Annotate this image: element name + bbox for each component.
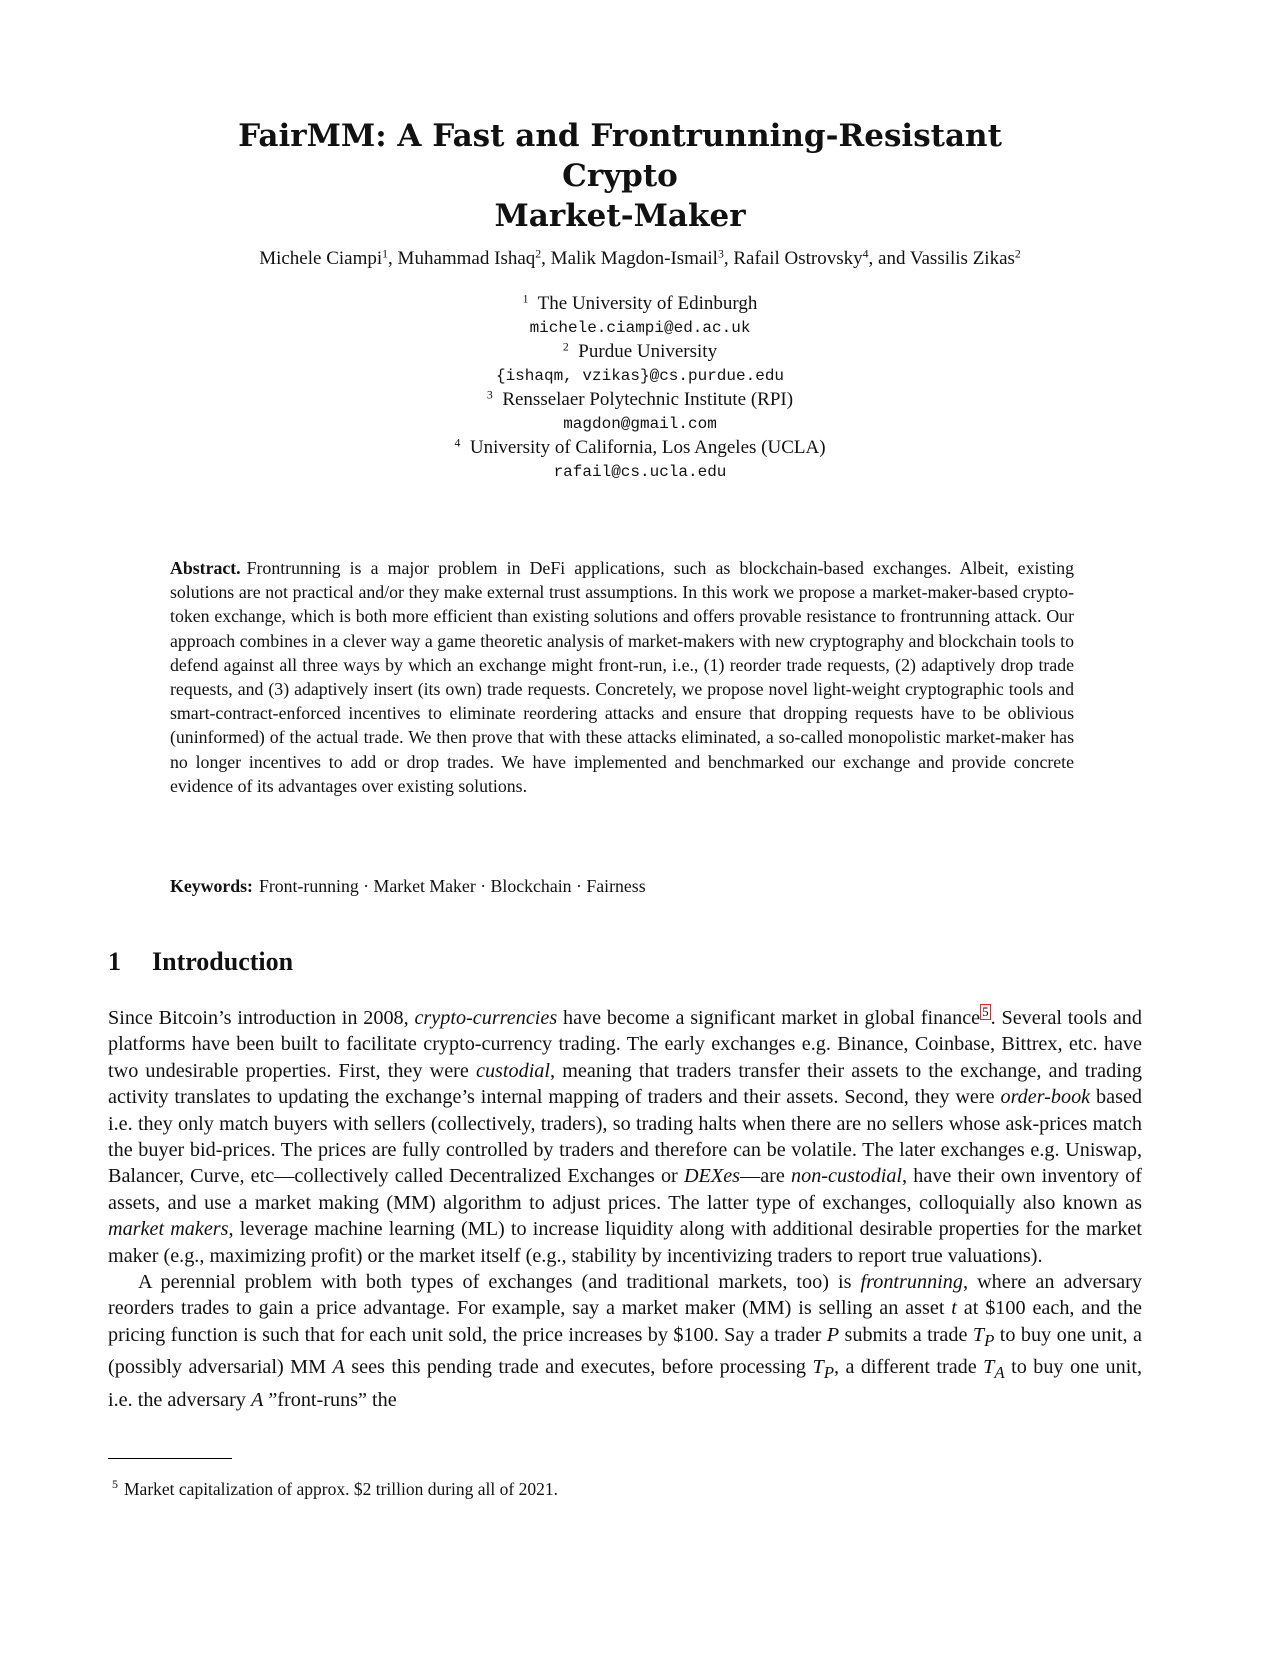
author-name: Vassilis Zikas bbox=[909, 248, 1015, 269]
emphasis: DEXes bbox=[683, 1165, 741, 1188]
abstract bbox=[170, 556, 1074, 798]
affiliation-text: University of California, Los Angeles (UCLA) bbox=[469, 437, 826, 458]
author-separator: , bbox=[388, 248, 398, 269]
footnote bbox=[112, 1472, 1112, 1501]
emphasis: market makers bbox=[108, 1218, 229, 1241]
footnote-mark: 5 bbox=[112, 1477, 118, 1491]
keywords-label: Keywords: bbox=[170, 876, 253, 896]
math-subscript: P bbox=[984, 1330, 995, 1350]
emphasis: non-custodial bbox=[791, 1165, 903, 1188]
author-name: Michele Ciampi bbox=[259, 248, 383, 269]
emphasis: custodial bbox=[475, 1059, 551, 1082]
emphasis: frontrunning bbox=[860, 1271, 963, 1294]
affiliation-name bbox=[260, 340, 1020, 364]
paper-title bbox=[200, 116, 1040, 236]
author-separator: , bbox=[723, 248, 734, 269]
paragraph bbox=[108, 1269, 1142, 1413]
affiliation-name bbox=[260, 436, 1020, 460]
paragraph bbox=[108, 1004, 1142, 1269]
affiliation-text: Purdue University bbox=[578, 341, 718, 362]
author-name: Malik Magdon-Ismail bbox=[550, 248, 718, 269]
text-run: A perennial problem with both types of exchanges (and traditional markets, too) is bbox=[138, 1271, 861, 1294]
text-run: , have their own inventory of assets, and use a market making (MM) algorithm to adjust prices. The latter type of exchanges, colloquially also known as bbox=[108, 1165, 1142, 1214]
text-run: to buy one unit, i.e. the adversary bbox=[108, 1356, 1142, 1411]
affiliation-email: rafail@cs.ucla.edu bbox=[553, 463, 727, 481]
affiliation-email: magdon@gmail.com bbox=[563, 415, 717, 433]
body-text bbox=[108, 1004, 1142, 1413]
math-symbol: A bbox=[250, 1388, 264, 1411]
title-line-2: Market-Maker bbox=[494, 198, 746, 234]
math-symbol: P bbox=[826, 1323, 840, 1346]
text-run: ”front-runs” the bbox=[263, 1388, 397, 1411]
title-line-1: FairMM: A Fast and Frontrunning-Resistant Crypto bbox=[238, 118, 1002, 194]
affiliation-mark: 2 bbox=[562, 340, 569, 354]
math-symbol: T bbox=[972, 1323, 985, 1346]
math-symbol: t bbox=[951, 1297, 957, 1320]
author-affil-mark: 1 bbox=[382, 247, 389, 261]
author-separator: , and bbox=[868, 248, 910, 269]
section-heading bbox=[108, 946, 293, 978]
text-run: Since Bitcoin’s introduction in 2008, bbox=[108, 1007, 415, 1029]
author-separator: , bbox=[541, 248, 551, 269]
text-run: based i.e. they only match buyers with sellers (collectively, traders), so trading halts when there are no sellers whose ask-prices match the buyer bid-prices. The prices are fully controlled by traders and therefore can be volatile. The later exchanges e.g. Uniswap, Balancer, Curve, etc—collectively called Decentralized Exchanges or bbox=[108, 1086, 1142, 1188]
text-run: . Several tools and platforms have been built to facilitate crypto-currency trading. The early exchanges e.g. Binance, Coinbase, Bittrex, etc. have two undesirable properties. First, they were bbox=[108, 1007, 1142, 1082]
math-symbol: T bbox=[983, 1356, 995, 1379]
math-subscript: A bbox=[994, 1363, 1005, 1383]
author-name: Rafail Ostrovsky bbox=[733, 248, 863, 269]
text-run: , leverage machine learning (ML) to increase liquidity along with additional desirable properties for the market maker (e.g., maximizing profit) or the market itself (e.g., stability by incentivizing traders to report true valuations). bbox=[108, 1218, 1142, 1267]
text-run: , a different trade bbox=[833, 1356, 984, 1379]
affiliation-list bbox=[260, 292, 1020, 484]
text-run: at $100 each, and the pricing function is such that for each unit sold, the price increases by $100. Say a trader bbox=[108, 1297, 1143, 1346]
affiliation-mark: 1 bbox=[522, 292, 529, 306]
text-run: , where an adversary reorders trades to gain a price advantage. For example, say a market maker (MM) is selling an asset bbox=[108, 1271, 1142, 1320]
author-affil-mark: 3 bbox=[717, 247, 724, 261]
affiliation-email: michele.ciampi@ed.ac.uk bbox=[529, 319, 751, 337]
affiliation-name bbox=[260, 292, 1020, 316]
keywords-text: Front-running · Market Maker · Blockchain · Fairness bbox=[258, 876, 646, 896]
footnote-link[interactable]: 5 bbox=[982, 1004, 989, 1019]
section-title: Introduction bbox=[152, 947, 294, 976]
affiliation-text: The University of Edinburgh bbox=[537, 293, 758, 314]
author-list bbox=[60, 246, 1220, 272]
author-affil-mark: 2 bbox=[1014, 247, 1021, 261]
text-run: submits a trade bbox=[839, 1323, 973, 1346]
emphasis: crypto-currencies bbox=[414, 1007, 558, 1029]
section-number: 1 bbox=[108, 947, 121, 976]
affiliation-name bbox=[260, 388, 1020, 412]
keywords bbox=[170, 874, 1074, 898]
affiliation-mark: 4 bbox=[454, 436, 461, 450]
math-symbol: T bbox=[812, 1356, 824, 1379]
footnote-text: Market capitalization of approx. $2 trillion during all of 2021. bbox=[124, 1479, 558, 1499]
text-run: to buy one unit, a (possibly adversarial) MM bbox=[108, 1323, 1142, 1379]
text-run: sees this pending trade and executes, before processing bbox=[344, 1356, 813, 1379]
text-run: , meaning that traders transfer their assets to the exchange, and trading activity translates to updating the exchange’s internal mapping of traders and their assets. Second, they were bbox=[108, 1059, 1142, 1109]
text-run: —are bbox=[740, 1165, 792, 1188]
math-subscript: P bbox=[823, 1363, 834, 1383]
emphasis: order-book bbox=[1000, 1086, 1091, 1109]
affiliation-mark: 3 bbox=[486, 388, 493, 402]
affiliation-text: Rensselaer Polytechnic Institute (RPI) bbox=[502, 389, 794, 410]
author-affil-mark: 2 bbox=[535, 247, 542, 261]
abstract-label: Abstract. bbox=[170, 558, 241, 578]
abstract-text: Frontrunning is a major problem in DeFi applications, such as blockchain-based exchanges. Albeit, existing solutions are not practical and/or they make external trust assumptions. In this work we propose a market-maker-based crypto-token exchange, which is both more efficient than existing solutions and offers provable resistance to frontrunning attack. Our approach combines in a clever way a game theoretic analysis of market-makers with new cryptography and blockchain tools to defend against all three ways by which an exchange might front-run, i.e., (1) reorder trade requests, (2) adaptively drop trade requests, and (3) adaptively insert (its own) trade requests. Concretely, we propose novel light-weight cryptographic tools and smart-contract-enforced incentives to eliminate reordering attacks and ensure that dropping requests have to be oblivious (uninformed) of the actual trade. We then prove that with these attacks eliminated, a so-called monopolistic market-maker has no longer incentives to add or drop trades. We have implemented and benchmarked our exchange and provide concrete evidence of its advantages over existing solutions. bbox=[170, 558, 1074, 796]
text-run: have become a significant market in global finance bbox=[557, 1007, 981, 1029]
author-affil-mark: 4 bbox=[862, 247, 869, 261]
author-name: Muhammad Ishaq bbox=[397, 248, 536, 269]
footnote-rule bbox=[108, 1458, 232, 1459]
math-symbol: A bbox=[332, 1356, 345, 1379]
affiliation-email: {ishaqm, vzikas}@cs.purdue.edu bbox=[495, 367, 785, 385]
